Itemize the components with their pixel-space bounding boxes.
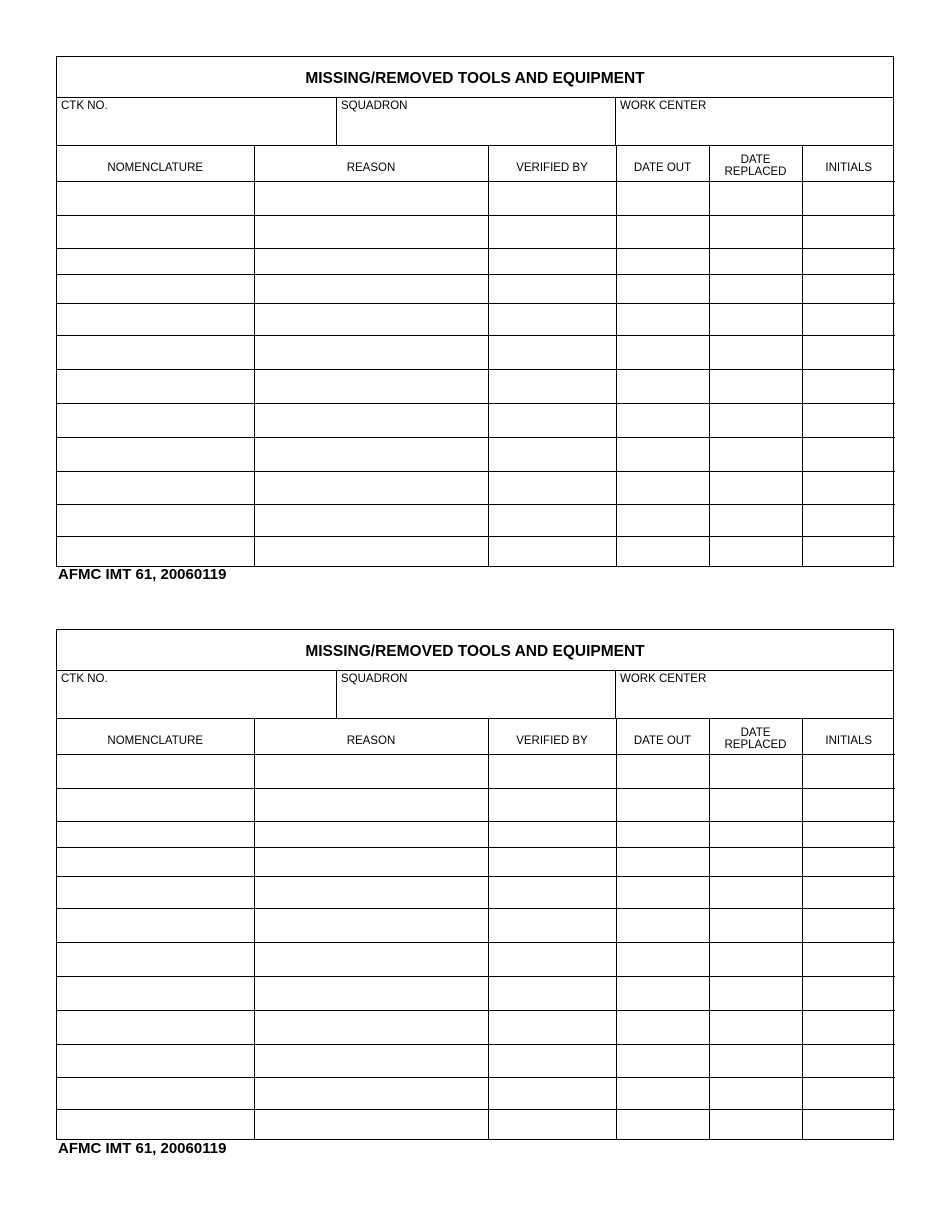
nomenclature-cell[interactable] [57, 303, 254, 335]
table-row [57, 1010, 895, 1044]
date-replaced-cell[interactable] [709, 369, 802, 403]
nomenclature-cell[interactable] [57, 1044, 254, 1077]
reason-cell[interactable] [254, 847, 488, 876]
verified-by-cell[interactable] [488, 248, 616, 274]
nomenclature-cell[interactable] [57, 821, 254, 847]
column-header-nomenclature: NOMENCLATURE [57, 146, 254, 181]
table-row [57, 335, 895, 369]
reason-cell[interactable] [254, 471, 488, 504]
reason-cell[interactable] [254, 274, 488, 303]
reason-cell[interactable] [254, 536, 488, 567]
date-out-cell[interactable] [616, 821, 709, 847]
reason-cell[interactable] [254, 369, 488, 403]
date-out-cell[interactable] [616, 335, 709, 369]
reason-cell[interactable] [254, 335, 488, 369]
initials-cell[interactable] [802, 437, 895, 471]
verified-by-cell[interactable] [488, 437, 616, 471]
reason-cell[interactable] [254, 1109, 488, 1140]
nomenclature-cell[interactable] [57, 181, 254, 215]
date-out-cell[interactable] [616, 908, 709, 942]
table-row [57, 248, 895, 274]
verified-by-cell[interactable] [488, 303, 616, 335]
date-out-cell[interactable] [616, 754, 709, 788]
squadron-label: SQUADRON [341, 100, 408, 112]
verified-by-cell[interactable] [488, 1044, 616, 1077]
date-replaced-cell[interactable] [709, 181, 802, 215]
column-header-date-replaced: DATE REPLACED [709, 146, 802, 181]
table-row [57, 821, 895, 847]
date-replaced-cell[interactable] [709, 215, 802, 248]
squadron-field[interactable] [337, 98, 616, 145]
date-replaced-cell[interactable] [709, 876, 802, 908]
nomenclature-cell[interactable] [57, 754, 254, 788]
date-out-cell[interactable] [616, 471, 709, 504]
table-header-row [57, 719, 895, 754]
date-out-cell[interactable] [616, 437, 709, 471]
nomenclature-cell[interactable] [57, 788, 254, 821]
verified-by-cell[interactable] [488, 876, 616, 908]
initials-cell[interactable] [802, 942, 895, 976]
initials-cell[interactable] [802, 1077, 895, 1109]
date-out-cell[interactable] [616, 847, 709, 876]
column-header-initials: INITIALS [802, 719, 895, 754]
verified-by-cell[interactable] [488, 1010, 616, 1044]
nomenclature-cell[interactable] [57, 274, 254, 303]
column-header-date-replaced: DATE REPLACED [709, 719, 802, 754]
header-fields-row [57, 98, 893, 146]
work-center-label: WORK CENTER [620, 100, 707, 112]
verified-by-cell[interactable] [488, 403, 616, 437]
initials-cell[interactable] [802, 215, 895, 248]
work-center-field[interactable] [616, 671, 893, 718]
date-replaced-cell[interactable] [709, 403, 802, 437]
date-out-cell[interactable] [616, 976, 709, 1010]
verified-by-cell[interactable] [488, 471, 616, 504]
date-replaced-cell[interactable] [709, 471, 802, 504]
date-replaced-cell[interactable] [709, 536, 802, 567]
date-replaced-cell[interactable] [709, 274, 802, 303]
verified-by-cell[interactable] [488, 788, 616, 821]
verified-by-cell[interactable] [488, 1077, 616, 1109]
verified-by-cell[interactable] [488, 504, 616, 536]
nomenclature-cell[interactable] [57, 471, 254, 504]
initials-cell[interactable] [802, 847, 895, 876]
form-title: MISSING/REMOVED TOOLS AND EQUIPMENT [57, 630, 893, 671]
table-row [57, 876, 895, 908]
ctk-no-field[interactable] [57, 98, 337, 145]
table-row [57, 1077, 895, 1109]
ctk-no-label: CTK NO. [61, 673, 108, 685]
date-replaced-cell[interactable] [709, 335, 802, 369]
table-row [57, 274, 895, 303]
date-out-cell[interactable] [616, 1109, 709, 1140]
date-out-cell[interactable] [616, 248, 709, 274]
reason-cell[interactable] [254, 754, 488, 788]
table-row [57, 942, 895, 976]
nomenclature-cell[interactable] [57, 369, 254, 403]
tools-table [57, 719, 895, 1140]
verified-by-cell[interactable] [488, 754, 616, 788]
column-header-verified-by: VERIFIED BY [488, 146, 616, 181]
reason-cell[interactable] [254, 876, 488, 908]
nomenclature-cell[interactable] [57, 1010, 254, 1044]
header-fields-row [57, 671, 893, 719]
reason-cell[interactable] [254, 1010, 488, 1044]
table-row [57, 788, 895, 821]
date-out-cell[interactable] [616, 215, 709, 248]
initials-cell[interactable] [802, 876, 895, 908]
table-row [57, 847, 895, 876]
table-row [57, 754, 895, 788]
reason-cell[interactable] [254, 976, 488, 1010]
verified-by-cell[interactable] [488, 215, 616, 248]
reason-cell[interactable] [254, 1077, 488, 1109]
reason-cell[interactable] [254, 437, 488, 471]
nomenclature-cell[interactable] [57, 335, 254, 369]
initials-cell[interactable] [802, 821, 895, 847]
reason-cell[interactable] [254, 788, 488, 821]
verified-by-cell[interactable] [488, 369, 616, 403]
date-out-cell[interactable] [616, 303, 709, 335]
date-out-cell[interactable] [616, 274, 709, 303]
reason-cell[interactable] [254, 942, 488, 976]
reason-cell[interactable] [254, 908, 488, 942]
table-row [57, 369, 895, 403]
form-title: MISSING/REMOVED TOOLS AND EQUIPMENT [57, 57, 893, 98]
reason-cell[interactable] [254, 1044, 488, 1077]
initials-cell[interactable] [802, 976, 895, 1010]
nomenclature-cell[interactable] [57, 536, 254, 567]
verified-by-cell[interactable] [488, 821, 616, 847]
date-replaced-cell[interactable] [709, 1010, 802, 1044]
squadron-field[interactable] [337, 671, 616, 718]
initials-cell[interactable] [802, 1010, 895, 1044]
nomenclature-cell[interactable] [57, 1109, 254, 1140]
initials-cell[interactable] [802, 1109, 895, 1140]
verified-by-cell[interactable] [488, 181, 616, 215]
initials-cell[interactable] [802, 369, 895, 403]
date-replaced-cell[interactable] [709, 303, 802, 335]
date-out-cell[interactable] [616, 1010, 709, 1044]
initials-cell[interactable] [802, 908, 895, 942]
initials-cell[interactable] [802, 274, 895, 303]
initials-cell[interactable] [802, 471, 895, 504]
verified-by-cell[interactable] [488, 908, 616, 942]
initials-cell[interactable] [802, 536, 895, 567]
table-row [57, 1044, 895, 1077]
reason-cell[interactable] [254, 215, 488, 248]
nomenclature-cell[interactable] [57, 976, 254, 1010]
date-replaced-cell[interactable] [709, 821, 802, 847]
date-replaced-cell[interactable] [709, 248, 802, 274]
date-replaced-cell[interactable] [709, 847, 802, 876]
initials-cell[interactable] [802, 335, 895, 369]
reason-cell[interactable] [254, 248, 488, 274]
verified-by-cell[interactable] [488, 1109, 616, 1140]
work-center-label: WORK CENTER [620, 673, 707, 685]
date-out-cell[interactable] [616, 788, 709, 821]
date-replaced-cell[interactable] [709, 504, 802, 536]
tools-table [57, 146, 895, 567]
verified-by-cell[interactable] [488, 274, 616, 303]
table-row [57, 504, 895, 536]
date-replaced-cell[interactable] [709, 437, 802, 471]
nomenclature-cell[interactable] [57, 847, 254, 876]
column-header-verified-by: VERIFIED BY [488, 719, 616, 754]
date-out-cell[interactable] [616, 504, 709, 536]
verified-by-cell[interactable] [488, 536, 616, 567]
ctk-no-label: CTK NO. [61, 100, 108, 112]
initials-cell[interactable] [802, 754, 895, 788]
reason-cell[interactable] [254, 181, 488, 215]
table-row [57, 437, 895, 471]
form-number: AFMC IMT 61, 20060119 [58, 1140, 227, 1157]
date-out-cell[interactable] [616, 181, 709, 215]
table-row [57, 303, 895, 335]
date-out-cell[interactable] [616, 369, 709, 403]
table-row [57, 536, 895, 567]
reason-cell[interactable] [254, 504, 488, 536]
date-replaced-cell[interactable] [709, 754, 802, 788]
verified-by-cell[interactable] [488, 335, 616, 369]
nomenclature-cell[interactable] [57, 942, 254, 976]
nomenclature-cell[interactable] [57, 437, 254, 471]
column-header-date-out: DATE OUT [616, 146, 709, 181]
date-out-cell[interactable] [616, 876, 709, 908]
date-replaced-cell[interactable] [709, 788, 802, 821]
date-out-cell[interactable] [616, 403, 709, 437]
column-header-nomenclature: NOMENCLATURE [57, 719, 254, 754]
nomenclature-cell[interactable] [57, 876, 254, 908]
initials-cell[interactable] [802, 403, 895, 437]
date-replaced-cell[interactable] [709, 942, 802, 976]
nomenclature-cell[interactable] [57, 504, 254, 536]
form-number: AFMC IMT 61, 20060119 [58, 566, 227, 583]
verified-by-cell[interactable] [488, 847, 616, 876]
initials-cell[interactable] [802, 181, 895, 215]
reason-cell[interactable] [254, 403, 488, 437]
date-replaced-cell[interactable] [709, 908, 802, 942]
date-out-cell[interactable] [616, 1044, 709, 1077]
column-header-reason: REASON [254, 719, 488, 754]
column-header-initials: INITIALS [802, 146, 895, 181]
squadron-label: SQUADRON [341, 673, 408, 685]
initials-cell[interactable] [802, 248, 895, 274]
nomenclature-cell[interactable] [57, 248, 254, 274]
date-replaced-cell[interactable] [709, 976, 802, 1010]
nomenclature-cell[interactable] [57, 908, 254, 942]
work-center-field[interactable] [616, 98, 893, 145]
table-row [57, 471, 895, 504]
verified-by-cell[interactable] [488, 976, 616, 1010]
nomenclature-cell[interactable] [57, 215, 254, 248]
table-row [57, 403, 895, 437]
date-replaced-cell[interactable] [709, 1077, 802, 1109]
table-row [57, 908, 895, 942]
initials-cell[interactable] [802, 1044, 895, 1077]
verified-by-cell[interactable] [488, 942, 616, 976]
initials-cell[interactable] [802, 303, 895, 335]
date-out-cell[interactable] [616, 536, 709, 567]
nomenclature-cell[interactable] [57, 403, 254, 437]
tool-form [56, 629, 894, 1140]
table-header-row [57, 146, 895, 181]
table-row [57, 181, 895, 215]
ctk-no-field[interactable] [57, 671, 337, 718]
initials-cell[interactable] [802, 788, 895, 821]
reason-cell[interactable] [254, 303, 488, 335]
table-row [57, 976, 895, 1010]
tool-form [56, 56, 894, 567]
date-out-cell[interactable] [616, 1077, 709, 1109]
reason-cell[interactable] [254, 821, 488, 847]
initials-cell[interactable] [802, 504, 895, 536]
table-row [57, 1109, 895, 1140]
table-row [57, 215, 895, 248]
column-header-reason: REASON [254, 146, 488, 181]
column-header-date-out: DATE OUT [616, 719, 709, 754]
nomenclature-cell[interactable] [57, 1077, 254, 1109]
date-out-cell[interactable] [616, 942, 709, 976]
date-replaced-cell[interactable] [709, 1044, 802, 1077]
date-replaced-cell[interactable] [709, 1109, 802, 1140]
